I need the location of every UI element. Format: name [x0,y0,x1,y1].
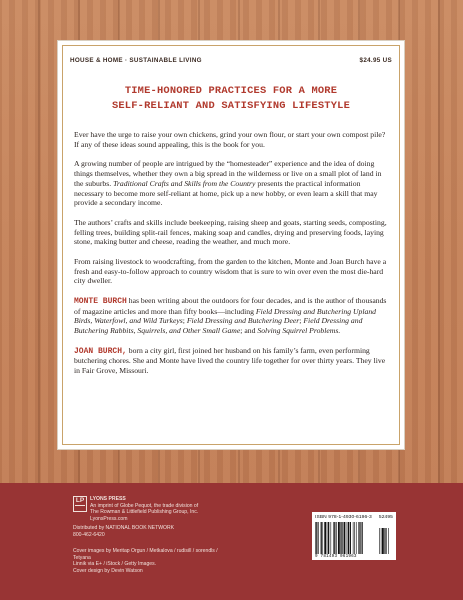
monte-bio-sep-3: ; and [240,326,258,336]
publisher-info [90,496,250,522]
paragraph-homesteader-text-b: presents the practical information necessary to become more self-reliant at home, pick up a new hobby, or even learn a skill that may provide a secondary income. [74,178,378,208]
monte-bio-sep-2: ; [299,316,304,326]
price-barcode-stripe [386,528,387,554]
top-bar [70,57,392,64]
price-label: $24.95 US [359,57,392,64]
paragraph-monte-bio [74,296,388,336]
barcode-stripe [342,522,343,554]
publisher-line-1: An imprint of Globe Pequot, the trade division of [90,502,199,509]
barcode-stripe [334,522,335,554]
paragraph-skills: The authors’ crafts and skills include beekeeping, raising sheep and goats, starting seeds, composting, felling trees, building split-rail fences, making soap and candles, drying and preserving foods, laying stone, making butter and cheese, reading the weather, and much more. [74,217,387,247]
monte-book-title-1: Field Dressing and Butchering Upland Birds, Waterfowl, and Wild Turkeys [74,306,377,326]
barcode-stripe [353,522,354,554]
barcode-stripe [340,522,341,554]
publisher-name: LYONS PRESS [90,496,126,502]
publisher-line-2: The Rowman & Littlefield Publishing Group, Inc. [90,509,199,516]
barcode-stripe [316,522,317,554]
joan-bio-text: born a city girl, first joined her husband on his family’s farm, even performing butchering chores. She and Monte have lived the country life together for over thirty years. They live in Fair Grove, Missouri. [74,345,386,376]
paragraph-joan-bio [74,346,388,376]
lyons-press-logo [73,496,87,512]
barcode-stripe [362,522,363,554]
paragraph-approach: From raising livestock to woodcrafting, from the garden to the kitchen, Monte and Joan Burch have a fresh and easy-to-follow approach to country wisdom that is sure to win over even the most die-hard city dweller. [74,256,387,286]
credits-line-3: Cover design by Devin Watson [73,567,143,574]
barcode-stripe [344,522,346,554]
barcode-stripe [322,522,323,554]
price-barcode-stripe [379,528,380,554]
price-barcode-stripe [384,528,385,554]
barcode-stripe [336,522,337,554]
barcode-stripe [328,522,329,554]
barcode-graphic [315,522,393,554]
barcode-stripe [318,522,319,554]
monte-book-title-2: Field Dressing and Butchering Deer [186,316,300,326]
category-label: HOUSE & HOME · SUSTAINABLE LIVING [70,57,202,64]
price-barcode-stripe [382,528,384,554]
barcode-stripe [347,522,348,554]
paragraph-homesteader [74,159,388,208]
price-code: 52495 [378,515,393,520]
barcode-number: 9 781493 061963 [315,554,357,559]
price-barcode-stripe [381,528,382,554]
credits-line-1: Cover images by Meritap Orgun / Metkalova / rudisill / sorendls / Tetyana [73,548,218,561]
monte-bio-sep-1: ; [182,316,187,326]
barcode-block [312,512,396,560]
barcode-stripe [356,522,357,554]
barcode-stripe [333,522,334,554]
tagline-line-1: TIME-HONORED PRACTICES FOR A MORE [124,85,338,97]
barcode-stripe [327,522,328,554]
isbn-number: ISBN 978-1-4930-6196-3 [315,515,372,520]
paragraph-intro: Ever have the urge to raise your own chickens, grind your own flour, or start your own compost pile? If any of these ideas sound appealing, this is the book for you. [74,130,386,149]
monte-book-title-3: Field Dressing and Butchering Rabbits, Squirrels, and Other Small Game [74,316,363,336]
publisher-url: LyonsPress.com [90,515,128,522]
barcode-stripe [321,522,322,554]
barcode-stripe [338,522,340,554]
distributor-phone: 800-462-6420 [73,531,105,538]
price-barcode-stripe [388,528,389,554]
description-body [74,130,388,376]
barcode-stripe [360,522,361,554]
barcode-stripe [358,522,359,554]
distributor-info [73,525,273,538]
barcode-stripe [354,522,355,554]
barcode-stripe [350,522,351,554]
distributor-name: Distributed by NATIONAL BOOK NETWORK [73,525,175,531]
barcode-stripe [331,522,332,554]
monte-bio-text: has been writing about the outdoors for four decades, and is the author of thousands of magazine articles and more than fifty books—including [74,295,387,316]
barcode-stripe [315,522,316,554]
author-name-joan: JOAN BURCH, [74,346,127,356]
barcode-bars [315,522,393,554]
author-name-monte: MONTE BURCH [74,296,127,306]
back-cover-panel [57,40,405,450]
cover-credits [73,548,218,574]
tagline-line-2: SELF-RELIANT AND SATISFYING LIFESTYLE [111,100,351,112]
barcode-stripe [324,522,326,554]
logo-rule [75,505,85,506]
paragraph-homesteader-text-a: A growing number of people are intrigued by the “homesteader” experience and the idea of doing things themselves, whether they own a big spread in the wilderness or live on a small plot of land in the suburbs. [74,159,382,188]
book-title-italic: Traditional Crafts and Skills from the Country [113,178,256,188]
tagline-heading [70,84,392,114]
monte-book-title-4: Solving Squirrel Problems. [257,326,341,336]
isbn-row [315,515,393,521]
logo-letters: LP [75,497,85,504]
credits-line-2: Linnik via E+ / iStock / Getty Images. [73,561,157,568]
barcode-stripe [348,522,349,554]
